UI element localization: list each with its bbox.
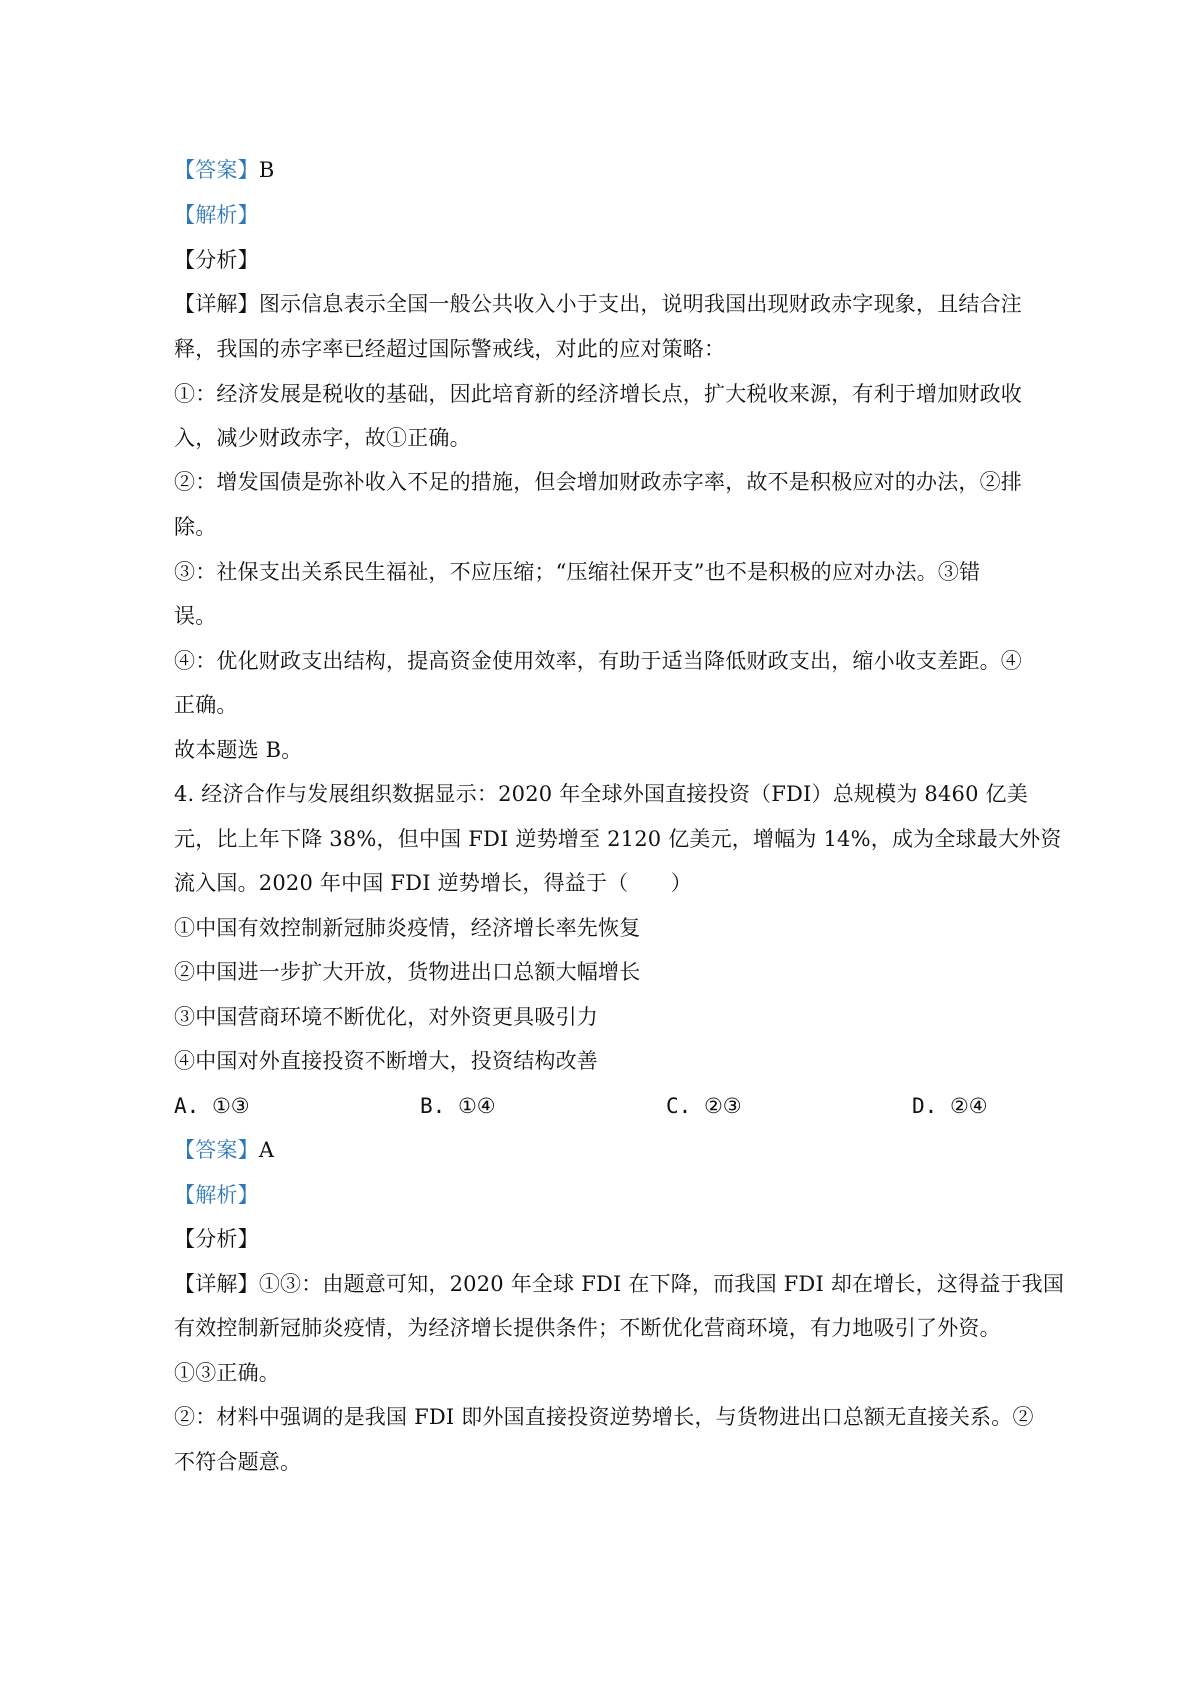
q3-detail-line-1	[174, 289, 1034, 319]
q4-statement: ④中国对外直接投资不断增大，投资结构改善	[174, 1049, 598, 1073]
q3-conclusion: 故本题选 B。	[174, 738, 303, 762]
q4-stem-line: 元，比上年下降 38%，但中国 FDI 逆势增至 2120 亿美元，增幅为 14%，成为全球最大外资	[174, 827, 1062, 851]
q4-analysis-line	[174, 1180, 1034, 1210]
answer-value: A	[258, 1138, 275, 1162]
detail-text: ①③：由题意可知，2020 年全球 FDI 在下降，而我国 FDI 却在增长，这得益于我国	[258, 1272, 1065, 1296]
q4-statement: ①中国有效控制新冠肺炎疫情，经济增长率先恢复	[174, 916, 641, 940]
q3-analysis-line	[174, 200, 1034, 230]
option-d	[912, 1091, 988, 1121]
q4-statement: ③中国营商环境不断优化，对外资更具吸引力	[174, 1005, 598, 1029]
option-letter: D.	[912, 1094, 938, 1118]
q4-detail-line: 不符合题意。	[174, 1450, 302, 1474]
q3-item-line: ④：优化财政支出结构，提高资金使用效率，有助于适当降低财政支出，缩小收支差距。④	[174, 649, 1022, 673]
analysis-tag: 【解析】	[174, 1183, 259, 1207]
q4-detail-line: ①③正确。	[174, 1361, 280, 1385]
q3-answer-line	[174, 155, 1034, 185]
q4-answer-line	[174, 1135, 1034, 1165]
option-value: ①③	[211, 1094, 250, 1118]
option-a	[174, 1091, 250, 1121]
q4-statement: ②中国进一步扩大开放，货物进出口总额大幅增长	[174, 960, 641, 984]
option-letter: C.	[666, 1094, 692, 1118]
answer-tag: 【答案】	[174, 1138, 259, 1162]
q3-item-line: ①：经济发展是税收的基础，因此培育新的经济增长点，扩大税收来源，有利于增加财政收	[174, 382, 1022, 406]
option-value: ②④	[949, 1094, 988, 1118]
option-value: ①④	[457, 1094, 496, 1118]
option-value: ②③	[703, 1094, 742, 1118]
answer-tag: 【答案】	[174, 158, 259, 182]
analysis-tag: 【解析】	[174, 203, 259, 227]
q4-fenxi-line	[174, 1224, 1034, 1254]
detail-tag: 【详解】	[174, 1272, 259, 1296]
answer-value: B	[258, 158, 275, 182]
detail-text: 图示信息表示全国一般公共收入小于支出，说明我国出现财政赤字现象，且结合注	[258, 292, 1023, 316]
q3-item-line: ③：社保支出关系民生福祉，不应压缩；“压缩社保开支”也不是积极的应对办法。③错	[174, 560, 981, 584]
q3-detail-line-2: 释，我国的赤字率已经超过国际警戒线，对此的应对策略：	[174, 337, 726, 361]
q3-item-line: 误。	[174, 604, 217, 628]
q4-stem-line: 4. 经济合作与发展组织数据显示：2020 年全球外国直接投资（FDI）总规模为 8460 亿美	[174, 782, 1028, 806]
q4-detail-line-1	[174, 1269, 1065, 1299]
q4-detail-line: ②：材料中强调的是我国 FDI 即外国直接投资逆势增长，与货物进出口总额无直接关系。②	[174, 1405, 1034, 1429]
fenxi-tag: 【分析】	[174, 248, 259, 272]
q3-fenxi-line	[174, 245, 1034, 275]
q3-item-line: 除。	[174, 515, 217, 539]
option-b	[420, 1091, 496, 1121]
q3-item-line: 正确。	[174, 693, 238, 717]
q4-detail-line: 有效控制新冠肺炎疫情，为经济增长提供条件；不断优化营商环境，有力地吸引了外资。	[174, 1316, 1001, 1340]
q3-item-line: ②：增发国债是弥补收入不足的措施，但会增加财政赤字率，故不是积极应对的办法，②排	[174, 470, 1022, 494]
option-letter: A.	[174, 1094, 200, 1118]
q4-stem-line: 流入国。2020 年中国 FDI 逆势增长，得益于（ ）	[174, 871, 692, 895]
option-c	[666, 1091, 742, 1121]
fenxi-tag: 【分析】	[174, 1227, 259, 1251]
q3-item-line: 入，减少财政赤字，故①正确。	[174, 426, 471, 450]
option-letter: B.	[420, 1094, 446, 1118]
detail-tag: 【详解】	[174, 292, 259, 316]
